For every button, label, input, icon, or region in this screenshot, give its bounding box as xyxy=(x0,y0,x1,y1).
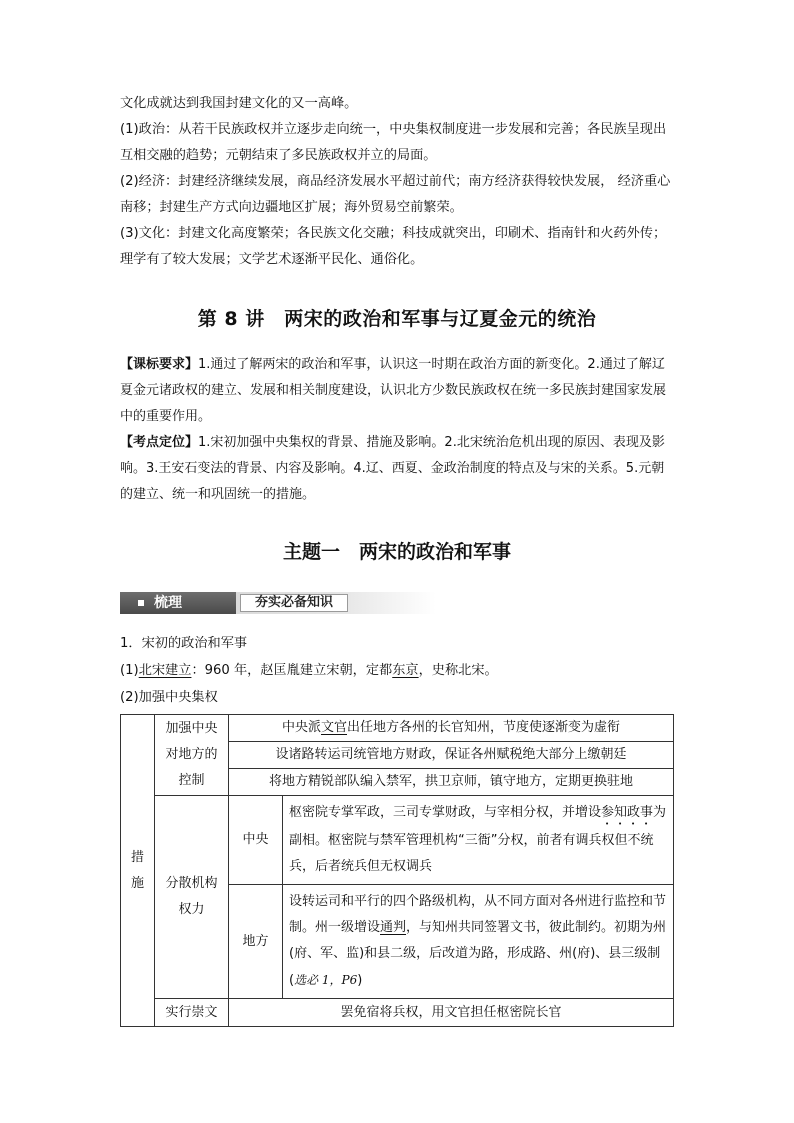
tongpan-underlined: 通判 xyxy=(380,920,407,935)
central-control-label: 加强中央对地方的控制 xyxy=(155,715,229,796)
promote-civil-label: 实行崇文 xyxy=(155,999,229,1027)
item1-underlined-2: 东京 xyxy=(392,663,419,678)
intro-politics: (1)政治：从若干民族政权并立逐步走向统一，中央集权制度进一步发展和完善；各民族呈现出互相交融的趋势；元朝结束了多民族政权并立的局面。 xyxy=(120,122,667,163)
central-label: 中央 xyxy=(229,796,283,885)
item1-underlined-1: 北宋建立 xyxy=(138,663,192,678)
curriculum-requirements xyxy=(120,352,676,430)
disperse-power-label: 分散机构权力 xyxy=(155,796,229,999)
civil-official-underlined: 文官 xyxy=(320,720,347,735)
promote-civil-text: 罢免宿将兵权，用文官担任枢密院长官 xyxy=(229,999,674,1027)
local-label: 地方 xyxy=(229,885,283,999)
item1-mid: ：960 年，赵匡胤建立宋朝，定都 xyxy=(191,663,393,678)
requirements-text: 1.通过了解两宋的政治和军事，认识这一时期在政治方面的新变化。2.通过了解辽夏金元诸政权的建立、发展和相关制度建设，认识北方少数民族政权在统一多民族封建国家发展中的重要作用。 xyxy=(120,357,667,424)
intro-culture: (3)文化：封建文化高度繁荣；各民族文化交融；科技成就突出，印刷术、指南针和火药外传；理学有了较大发展；文学艺术逐渐平民化、通俗化。 xyxy=(120,226,667,267)
section-item-2: (2)加强中央集权 xyxy=(120,690,218,705)
measures-label: 措施 xyxy=(121,715,155,1027)
chapter-title: 第 8 讲 两宋的政治和军事与辽夏金元的统治 xyxy=(197,308,597,330)
central-text: 枢密院专掌军政，三司专掌财政，与宰相分权，并增设参知政事为副相。枢密院与禁军管理机构“三衙”分权，前者有调兵权但不统兵，后者统兵但无权调兵 xyxy=(283,796,674,885)
square-icon xyxy=(138,600,144,606)
requirements-label: 【课标要求】 xyxy=(120,357,199,372)
textbook-reference: 选必 1，P6 xyxy=(294,973,358,987)
intro-line: 文化成就达到我国封建文化的又一高峰。 xyxy=(120,96,358,111)
control-row-3: 将地方精锐部队编入禁军，拱卫京师，镇守地方，定期更换驻地 xyxy=(229,769,674,796)
banner-dark-label: 梳理 xyxy=(154,595,182,611)
banner-dark-tab xyxy=(120,592,236,614)
item1-prefix: (1) xyxy=(120,663,139,678)
exam-points-label: 【考点定位】 xyxy=(120,435,199,450)
section-heading: 1．宋初的政治和军事 xyxy=(120,636,248,651)
exam-points-text: 1.宋初加强中央集权的背景、措施及影响。2.北宋统治危机出现的原因、表现及影响。3.王安石变法的背景、内容及影响。4.辽、西夏、金政治制度的特点及与宋的关系。5.元朝的建立、统一和巩固统一的措施。 xyxy=(120,435,665,502)
control-row-2: 设诸路转运司统管地方财政，保证各州赋税绝大部分上缴朝廷 xyxy=(229,742,674,769)
measures-table xyxy=(120,714,674,1027)
intro-economy: (2)经济：封建经济继续发展，商品经济发展水平超过前代；南方经济获得较快发展， 经济重心南移；封建生产方式向边疆地区扩展；海外贸易空前繁荣。 xyxy=(120,174,671,215)
control-row-1: 中央派文官出任地方各州的长官知州，节度使逐渐变为虚衔 xyxy=(229,715,674,742)
item1-suffix: ，史称北宋。 xyxy=(418,663,498,678)
section-item-1 xyxy=(120,658,676,684)
exam-points xyxy=(120,430,676,508)
section-banner xyxy=(120,592,436,614)
topic-title: 主题一 两宋的政治和军事 xyxy=(282,541,511,563)
banner-light-label: 夯实必备知识 xyxy=(240,594,348,612)
dotted-term: 参知政事 xyxy=(601,805,654,820)
local-text: 设转运司和平行的四个路级机构，从不同方面对各州进行监控和节制。州一级增设通判，与知州共同签署文书，彼此制约。初期为州(府、军、监)和县二级，后改道为路，形成路、州(府)、县三级制(选必 1，P6) xyxy=(283,885,674,999)
